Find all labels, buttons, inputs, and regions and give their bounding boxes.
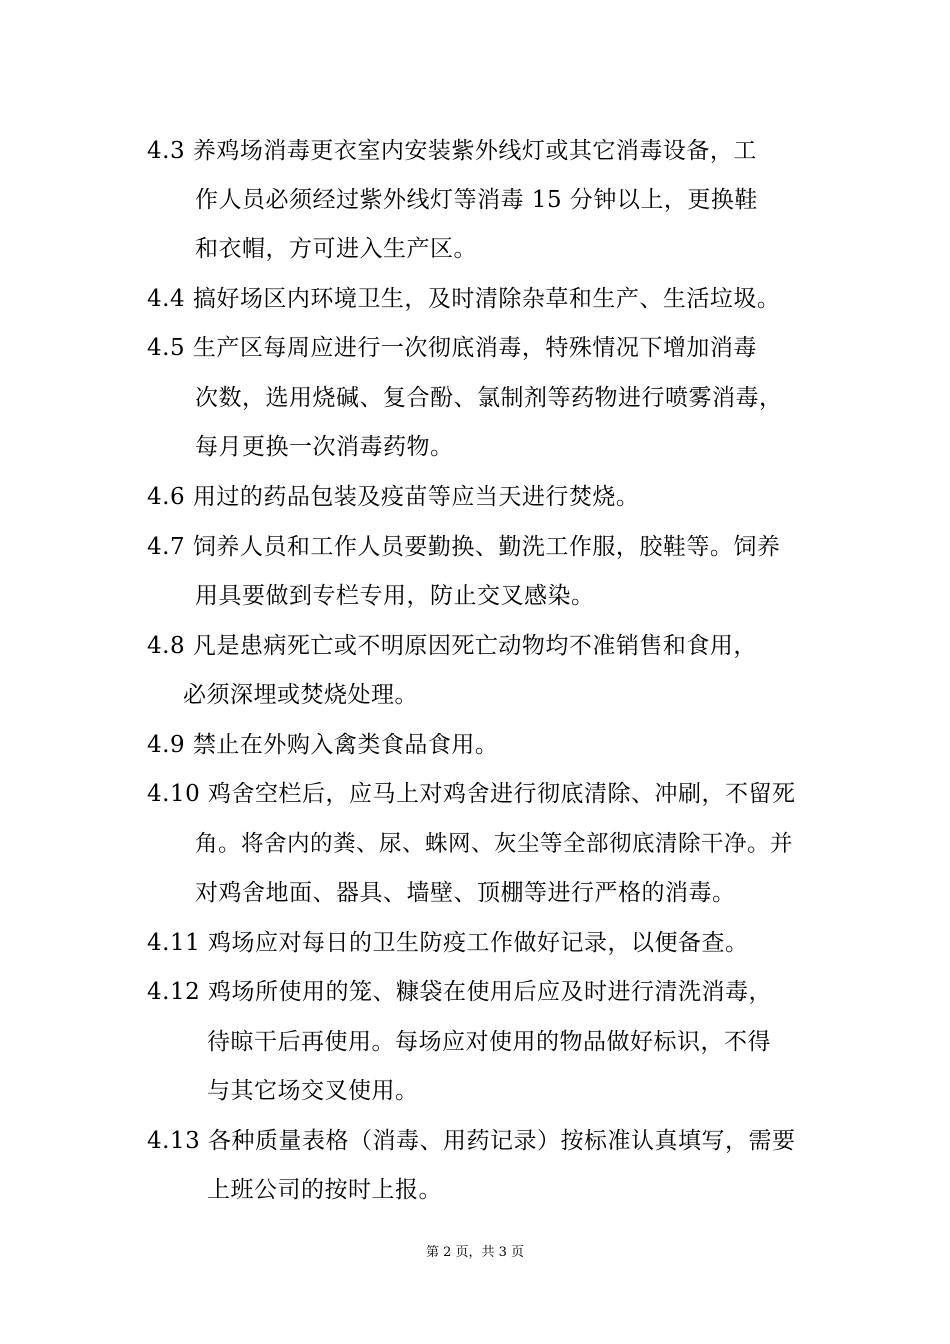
text-line-4-9: 4.9 禁止在外购入禽类食品食用。 [147, 732, 499, 758]
text-line-4-12-b: 待晾干后再使用。每场应对使用的物品做好标识，不得 [207, 1029, 771, 1055]
text-line-4-12-a: 4.12 鸡场所使用的笼、糠袋在使用后应及时进行清洗消毒， [147, 979, 773, 1005]
text-line-4-8-b: 必须深埋或焚烧处理。 [183, 682, 418, 708]
text-line-4-8-a: 4.8 凡是患病死亡或不明原因死亡动物均不准销售和食用， [147, 633, 757, 659]
text-line-4-3-b: 作人员必须经过紫外线灯等消毒 15 分钟以上，更换鞋 [195, 187, 758, 213]
text-line-4-10-a: 4.10 鸡舍空栏后，应马上对鸡舍进行彻底清除、冲刷，不留死 [147, 781, 796, 807]
text-line-4-3-c: 和衣帽，方可进入生产区。 [195, 236, 477, 262]
text-line-4-7-a: 4.7 饲养人员和工作人员要勤换、勤洗工作服，胶鞋等。饲养 [147, 534, 781, 560]
text-line-4-6: 4.6 用过的药品包装及疫苗等应当天进行焚烧。 [147, 484, 640, 510]
text-line-4-10-b: 角。将舍内的粪、尿、蛛网、灰尘等全部彻底清除干净。并 [195, 831, 794, 857]
text-line-4-11: 4.11 鸡场应对每日的卫生防疫工作做好记录，以便备查。 [147, 930, 749, 956]
text-line-4-10-c: 对鸡舍地面、器具、墙壁、顶棚等进行严格的消毒。 [195, 880, 736, 906]
text-line-4-3-a: 4.3 养鸡场消毒更衣室内安装紫外线灯或其它消毒设备，工 [147, 138, 757, 164]
text-line-4-12-c: 与其它场交叉使用。 [207, 1078, 419, 1104]
text-line-4-7-b: 用具要做到专栏专用，防止交叉感染。 [195, 583, 595, 609]
text-line-4-13-a: 4.13 各种质量表格（消毒、用药记录）按标准认真填写，需要 [147, 1128, 796, 1154]
text-line-4-5-a: 4.5 生产区每周应进行一次彻底消毒，特殊情况下增加消毒 [147, 335, 757, 361]
text-line-4-5-b: 次数，选用烧碱、复合酚、氯制剂等药物进行喷雾消毒， [195, 385, 783, 411]
text-line-4-4: 4.4 搞好场区内环境卫生，及时清除杂草和生产、生活垃圾。 [147, 286, 781, 312]
text-line-4-13-b: 上班公司的按时上报。 [207, 1177, 442, 1203]
page-footer: 第 2 页，共 3 页 [425, 1245, 525, 1260]
text-line-4-5-c: 每月更换一次消毒药物。 [195, 434, 454, 460]
